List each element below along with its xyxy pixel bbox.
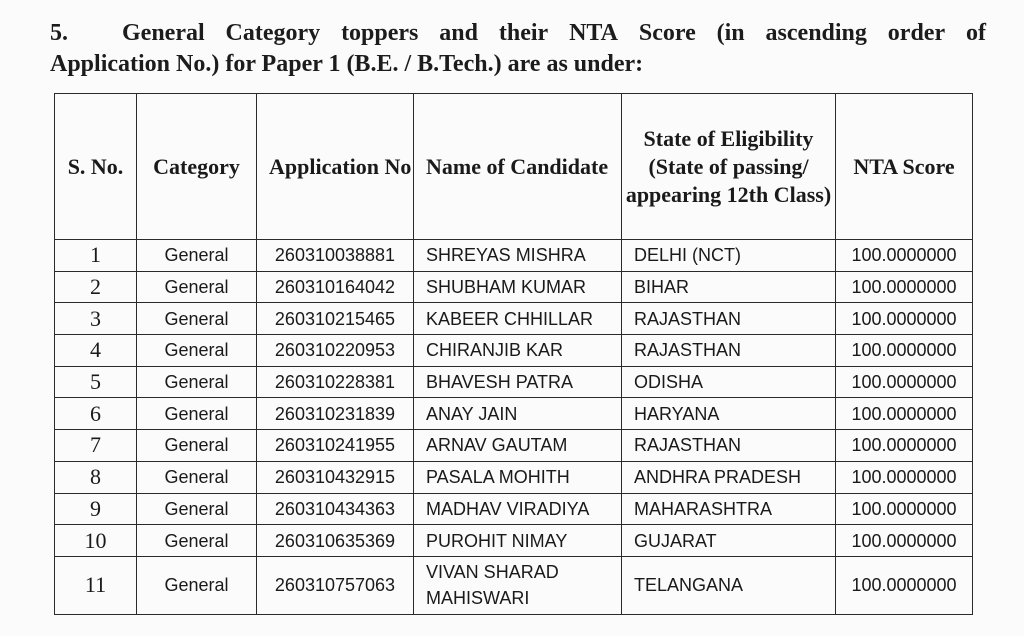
cell-category: General bbox=[137, 430, 257, 462]
cell-application-no: 260310231839 bbox=[257, 398, 414, 430]
heading-word: NTA bbox=[569, 20, 618, 46]
heading-word: order bbox=[887, 20, 946, 46]
toppers-table bbox=[54, 93, 973, 615]
cell-nta-score: 100.0000000 bbox=[836, 525, 973, 557]
heading-word: of bbox=[966, 20, 986, 46]
cell-candidate-name: PASALA MOHITH bbox=[414, 461, 622, 493]
table-row bbox=[55, 461, 973, 493]
cell-nta-score: 100.0000000 bbox=[836, 556, 973, 614]
cell-candidate-name: ANAY JAIN bbox=[414, 398, 622, 430]
cell-nta-score: 100.0000000 bbox=[836, 303, 973, 335]
cell-nta-score: 100.0000000 bbox=[836, 271, 973, 303]
cell-category: General bbox=[137, 398, 257, 430]
heading-word: (in bbox=[716, 20, 745, 46]
cell-application-no: 260310038881 bbox=[257, 240, 414, 272]
cell-state: RAJASTHAN bbox=[622, 303, 836, 335]
cell-candidate-name: SHUBHAM KUMAR bbox=[414, 271, 622, 303]
cell-application-no: 260310757063 bbox=[257, 556, 414, 614]
heading-word: Score bbox=[638, 20, 696, 46]
header-candidate-name: Name of Candidate bbox=[414, 94, 622, 240]
cell-state: GUJARAT bbox=[622, 525, 836, 557]
cell-category: General bbox=[137, 366, 257, 398]
cell-sno: 5 bbox=[55, 366, 137, 398]
cell-sno: 10 bbox=[55, 525, 137, 557]
cell-category: General bbox=[137, 335, 257, 367]
cell-nta-score: 100.0000000 bbox=[836, 240, 973, 272]
header-nta-score: NTA Score bbox=[836, 94, 973, 240]
heading-line-2: Application No.) for Paper 1 (B.E. / B.Tech.) are as under: bbox=[50, 51, 644, 77]
cell-state: DELHI (NCT) bbox=[622, 240, 836, 272]
cell-candidate-name: SHREYAS MISHRA bbox=[414, 240, 622, 272]
section-number: 5. bbox=[50, 20, 68, 46]
cell-nta-score: 100.0000000 bbox=[836, 430, 973, 462]
table-row bbox=[55, 366, 973, 398]
cell-sno: 9 bbox=[55, 493, 137, 525]
header-state-of-eligibility: State of Eligibility (State of passing/ appearing 12th Class) bbox=[622, 94, 836, 240]
cell-sno: 2 bbox=[55, 271, 137, 303]
cell-application-no: 260310164042 bbox=[257, 271, 414, 303]
table-row bbox=[55, 493, 973, 525]
heading-word: ascending bbox=[765, 20, 867, 46]
cell-category: General bbox=[137, 556, 257, 614]
cell-sno: 3 bbox=[55, 303, 137, 335]
heading-word: General bbox=[122, 20, 205, 46]
cell-application-no: 260310228381 bbox=[257, 366, 414, 398]
cell-category: General bbox=[137, 525, 257, 557]
cell-nta-score: 100.0000000 bbox=[836, 335, 973, 367]
cell-nta-score: 100.0000000 bbox=[836, 461, 973, 493]
table-row bbox=[55, 525, 973, 557]
header-application-no: Application No bbox=[257, 94, 414, 240]
cell-nta-score: 100.0000000 bbox=[836, 398, 973, 430]
cell-candidate-name: KABEER CHHILLAR bbox=[414, 303, 622, 335]
cell-candidate-name: ARNAV GAUTAM bbox=[414, 430, 622, 462]
cell-sno: 8 bbox=[55, 461, 137, 493]
table-row bbox=[55, 398, 973, 430]
cell-state: HARYANA bbox=[622, 398, 836, 430]
cell-candidate-name: PUROHIT NIMAY bbox=[414, 525, 622, 557]
cell-sno: 4 bbox=[55, 335, 137, 367]
heading-word: their bbox=[498, 20, 549, 46]
table-row bbox=[55, 303, 973, 335]
section-heading bbox=[50, 18, 986, 80]
header-sno: S. No. bbox=[55, 94, 137, 240]
cell-application-no: 260310241955 bbox=[257, 430, 414, 462]
cell-state: BIHAR bbox=[622, 271, 836, 303]
cell-sno: 11 bbox=[55, 556, 137, 614]
table-row bbox=[55, 335, 973, 367]
heading-word: Category bbox=[225, 20, 321, 46]
cell-state: RAJASTHAN bbox=[622, 430, 836, 462]
table-row bbox=[55, 240, 973, 272]
cell-candidate-name: MADHAV VIRADIYA bbox=[414, 493, 622, 525]
table-row bbox=[55, 430, 973, 462]
cell-state: MAHARASHTRA bbox=[622, 493, 836, 525]
cell-state: RAJASTHAN bbox=[622, 335, 836, 367]
cell-application-no: 260310215465 bbox=[257, 303, 414, 335]
cell-sno: 7 bbox=[55, 430, 137, 462]
header-category: Category bbox=[137, 94, 257, 240]
cell-category: General bbox=[137, 461, 257, 493]
heading-word: and bbox=[439, 20, 478, 46]
cell-state: TELANGANA bbox=[622, 556, 836, 614]
cell-sno: 6 bbox=[55, 398, 137, 430]
cell-category: General bbox=[137, 493, 257, 525]
cell-category: General bbox=[137, 271, 257, 303]
cell-candidate-name: BHAVESH PATRA bbox=[414, 366, 622, 398]
table-row bbox=[55, 556, 973, 614]
cell-category: General bbox=[137, 240, 257, 272]
cell-application-no: 260310220953 bbox=[257, 335, 414, 367]
cell-application-no: 260310635369 bbox=[257, 525, 414, 557]
cell-application-no: 260310432915 bbox=[257, 461, 414, 493]
table-header-row bbox=[55, 94, 973, 240]
cell-nta-score: 100.0000000 bbox=[836, 366, 973, 398]
heading-word: toppers bbox=[341, 20, 419, 46]
cell-state: ANDHRA PRADESH bbox=[622, 461, 836, 493]
heading-line-1 bbox=[50, 18, 986, 49]
heading-line-1-text bbox=[122, 18, 986, 49]
cell-sno: 1 bbox=[55, 240, 137, 272]
cell-nta-score: 100.0000000 bbox=[836, 493, 973, 525]
cell-state: ODISHA bbox=[622, 366, 836, 398]
table-body bbox=[55, 240, 973, 615]
cell-category: General bbox=[137, 303, 257, 335]
table-row bbox=[55, 271, 973, 303]
cell-application-no: 260310434363 bbox=[257, 493, 414, 525]
cell-candidate-name: VIVAN SHARAD MAHISWARI bbox=[414, 556, 622, 614]
cell-candidate-name: CHIRANJIB KAR bbox=[414, 335, 622, 367]
